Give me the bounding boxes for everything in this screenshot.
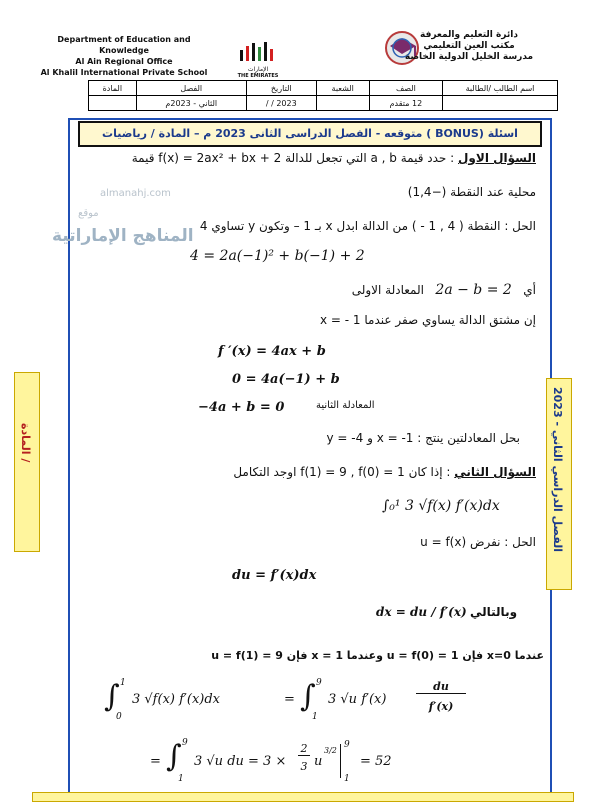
sol1-line2-prefix: أي [523, 283, 536, 297]
right-side-banner [546, 378, 572, 590]
sol1-line-4: بحل المعادلتين ينتج : x = -1 و y = -4 [326, 431, 520, 445]
sol2-eq4-result: = 52 [360, 754, 392, 769]
sol1-line-3: إن مشتق الدالة يساوي صفر عندما x = - 1 [319, 313, 536, 327]
integral-3-upper: 9 [182, 738, 188, 748]
integral-3-lower: 1 [178, 774, 184, 784]
u-exponent: 3/2 [324, 746, 337, 755]
sol1-line-1: الحل : النقطة ( 4 , 1 - ) من الدالة ابدل x بـ 1 – وتكون y تساوي 4 [199, 219, 536, 233]
info-value-semester: الثاني - 2023م [136, 96, 246, 111]
sol2-line-1: الحل : نفرض u = f(x) [420, 535, 536, 549]
integral-sign-2: ∫ [300, 679, 316, 714]
header-ar-line-3: مدرسة الخليل الدولية الخاصة [404, 52, 534, 62]
evaluation-bar [340, 744, 341, 778]
school-header-english [34, 34, 214, 78]
student-info-table [88, 80, 558, 111]
left-side-banner [14, 372, 40, 552]
sol2-eq-4 [150, 738, 450, 788]
right-side-text: الفصل الدراسي الثاني - 2023 [551, 387, 564, 553]
sol1-eq-1: 4 = 2a(−1)² + b(−1) + 2 [190, 248, 365, 264]
integral-2-lower: 1 [312, 712, 318, 722]
sol2-eq-3 [104, 678, 484, 728]
integral-sign-1: ∫ [104, 679, 120, 714]
q1-label: السؤال الاول [458, 151, 536, 165]
info-table-header-row [89, 81, 558, 96]
bottom-banner [32, 792, 574, 802]
header-en-line-3: Al Khalil International Private School [40, 68, 208, 77]
left-side-text: المادة / [19, 423, 32, 463]
watermark-big: المناهج الإماراتية [52, 226, 194, 246]
integral-1-upper: 1 [120, 678, 126, 688]
integral-1-lower: 0 [116, 712, 122, 722]
integral-2-upper: 9 [316, 678, 322, 688]
info-value-date: 2023 / / [246, 96, 316, 111]
equals-sign-2: = [150, 754, 161, 769]
sol1-eq-4: 0 = 4a(−1) + b [232, 372, 340, 387]
info-value-subject[interactable] [89, 96, 137, 111]
q1-line [96, 150, 536, 166]
info-header-section: الشعبة [316, 81, 369, 96]
sol2-eq4-frac-den: 3 [300, 760, 308, 773]
sol2-eq3-frac-num: du [416, 680, 466, 694]
info-header-student-name: اسم الطالب /الطالبة [443, 81, 558, 96]
q2-text: : إذا كان f(1) = 9 , f(0) = 1 اوجد التكامل [233, 465, 451, 479]
sol2-eq3-lhs: 3 √f(x) f′(x)dx [132, 692, 220, 707]
sol2-eq3-rhs: 3 √u f′(x) [328, 692, 387, 707]
sol1-line2-suffix: المعادلة الاولى [351, 283, 424, 297]
sol2-eq2-prefix: وبالتالي [470, 605, 518, 619]
emirates-logo-icon [236, 40, 280, 62]
sol2-eq4-frac-num: 2 [298, 742, 310, 756]
q2-integral: ∫₀¹ 3 √f(x) f′(x)dx [382, 498, 500, 514]
sol2-bounds-line: عندما x=0 فإن u = f(0) = 1 وعندما x = 1 فإن u = f(1) = 9 [211, 649, 544, 662]
integral-sign-3: ∫ [166, 739, 182, 774]
header-ar-line-2: مكتب العين التعليمي [423, 41, 515, 51]
sol1-line-2 [96, 282, 536, 298]
q2-line [96, 464, 536, 480]
logo-text-ar: الإمارات [247, 66, 269, 73]
emirates-logo [228, 40, 288, 78]
info-value-section[interactable] [316, 96, 369, 111]
equals-sign-1: = [284, 692, 295, 707]
info-table-value-row [89, 96, 558, 111]
u-variable: u [314, 754, 323, 769]
watermark-small: موقع [78, 208, 99, 219]
watermark-site: almanahj.com [100, 188, 171, 199]
q1-text: : حدد قيمة a , b التي تجعل للدالة f(x) = 2ax² + bx + 2 قيمة [131, 151, 455, 165]
sol2-eq4-body: 3 √u du = 3 × [194, 754, 287, 769]
info-header-grade: الصف [369, 81, 442, 96]
sol1-eq-2: 2a − b = 2 [435, 282, 512, 298]
header-ar-line-1: دائرة التعليم والمعرفة [419, 30, 518, 40]
info-value-student-name[interactable] [443, 96, 558, 111]
q2-label: السؤال الثاني [454, 465, 536, 479]
header-en-line-1: Department of Education and Knowledge [57, 35, 191, 55]
info-value-grade: 12 متقدم [369, 96, 442, 111]
sol1-eq-5-label: المعادلة الثانية [316, 400, 375, 411]
header-en-line-2: Al Ain Regional Office [75, 57, 173, 66]
eval-lower: 1 [344, 774, 350, 784]
sol1-eq-5: −4a + b = 0 [198, 400, 285, 415]
sol2-eq-1: du = f′(x)dx [232, 568, 317, 583]
sol1-eq-3: f ′(x) = 4ax + b [218, 344, 326, 359]
eval-upper: 9 [344, 740, 350, 750]
info-header-semester: الفصل [136, 81, 246, 96]
info-header-date: التاريخ [246, 81, 316, 96]
sol2-eq-2: dx = du / f′(x) [376, 605, 467, 619]
sol2-eq3-frac-den: f′(x) [428, 700, 454, 713]
school-header-arabic [394, 30, 544, 63]
logo-text-en: THE EMIRATES [237, 73, 279, 79]
q1-line-2: محلية عند النقطة (−1,4) [407, 185, 536, 199]
exam-title: اسئلة (BONUS ) متوقعه - الفصل الدراسى الثانى 2023 م – المادة / رياضيات [78, 121, 542, 147]
info-header-subject: المادة [89, 81, 137, 96]
